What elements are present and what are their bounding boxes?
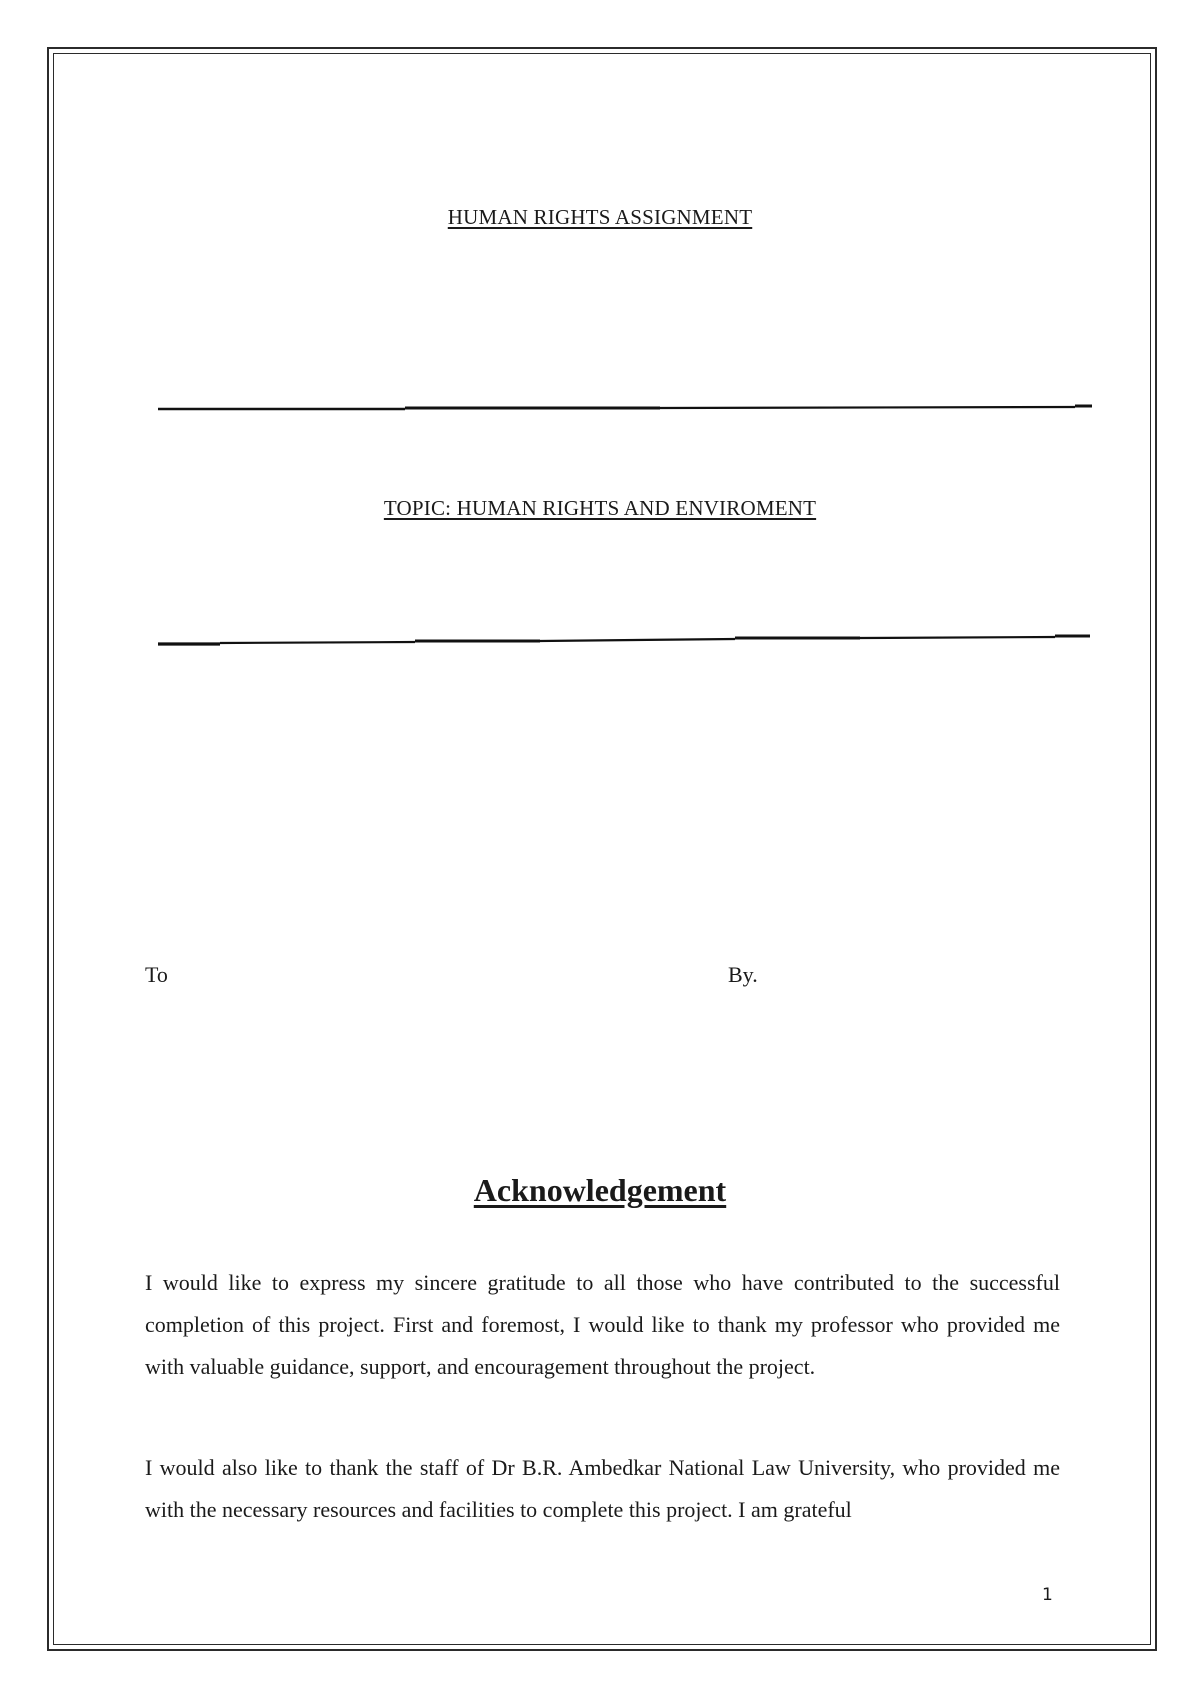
- page-number: 1: [1042, 1585, 1053, 1605]
- acknowledgement-heading: Acknowledgement: [473, 1172, 727, 1208]
- document-title: HUMAN RIGHTS ASSIGNMENT: [447, 205, 753, 229]
- to-label: To: [145, 962, 168, 987]
- by-label: By.: [728, 962, 758, 987]
- acknowledgement-paragraph-1: I would like to express my sincere gratitude to all those who have contributed to the successful completion of this project. First and foremost, I would like to thank my professor who provided me with valuable guidance, support, and encouragement throughout the project.: [145, 1270, 1060, 1379]
- document-topic: TOPIC: HUMAN RIGHTS AND ENVIROMENT: [383, 496, 817, 520]
- page-border-inner: [53, 53, 1151, 1645]
- acknowledgement-paragraph-2: I would also like to thank the staff of Dr B.R. Ambedkar National Law University, who provided me with the necessary resources and facilities to complete this project. I am grateful: [145, 1455, 1060, 1522]
